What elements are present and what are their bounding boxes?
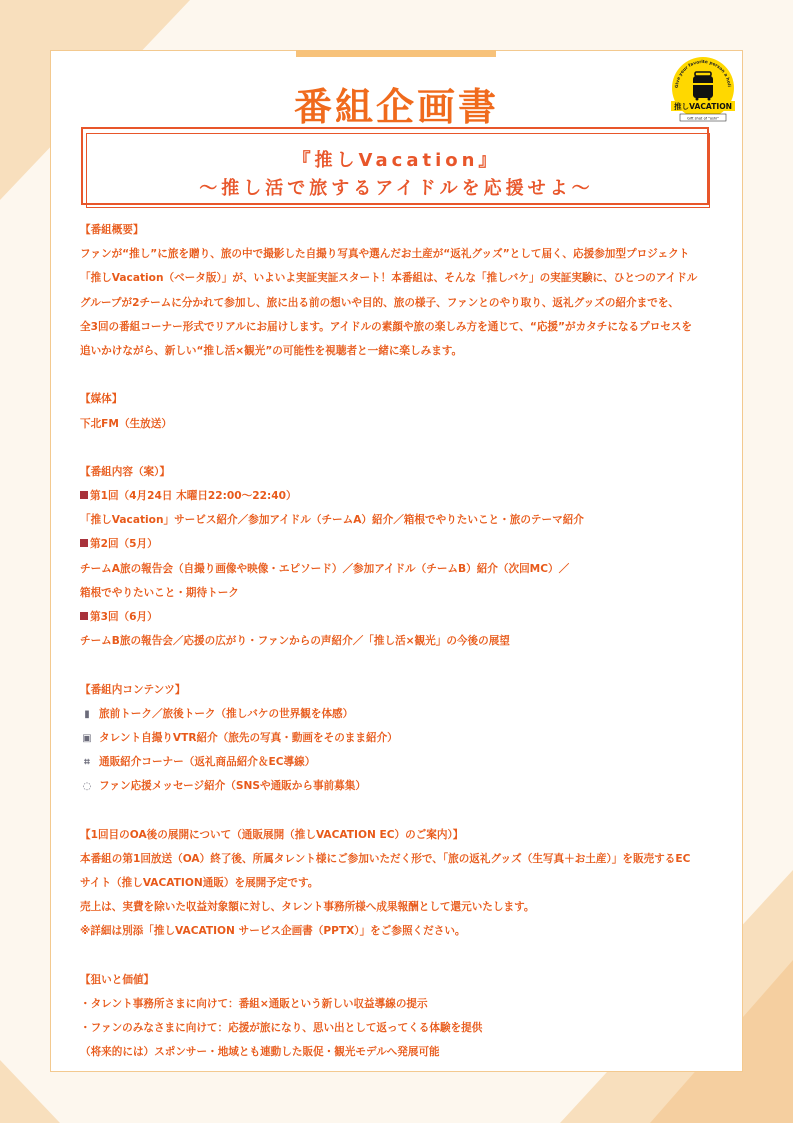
logo-tagline: Gift shot of "oshi" — [687, 116, 719, 121]
value-line: （将来的には）スポンサー・地域とも連動した販促・観光モデルへ発展可能 — [80, 1046, 440, 1059]
logo-arc-text: Give your favorite person a holi — [674, 59, 731, 89]
camera-icon: ▣ — [82, 732, 92, 744]
expansion-line: 本番組の第1回放送（OA）終了後、所属タレント様にご参加いただく形で、「旅の返礼グッズ（生写真＋お土産）」を販売するEC — [80, 852, 691, 865]
value-line: ・ファンのみなさまに向けて：応援が旅になり、思い出として返ってくる体験を提供 — [80, 1022, 483, 1035]
expansion-line: ※詳細は別添「推しVACATION サービス企画書（PPTX）」をご参照ください。 — [80, 925, 466, 938]
episode-2-description: チームA旅の報告会（自撮り画像や映像・エピソード）／参加アイドル（チームB）紹介（次回MC）／ — [80, 562, 570, 575]
logo-name: 推しVACATION — [673, 102, 733, 111]
overview-line: ファンが“推し”に旅を贈り、旅の中で撮影した自撮り写真や選んだお土産が“返礼グッズ”として届く、応援参加型プロジェクト — [80, 248, 690, 261]
brand-logo — [668, 55, 738, 125]
media-value: 下北FM（生放送） — [80, 417, 172, 430]
suitcase-icon — [693, 72, 713, 101]
overview-line: 「推しVacation（ベータ版）」が、いよいよ実証実証スタート！本番組は、そんな「推しバケ」の実証実験に、ひとつのアイドル — [80, 272, 698, 285]
subtitle-line-2: 〜推し活で旅するアイドルを応援せよ〜 — [199, 178, 594, 199]
subtitle-line-1: 『推しVacation』 — [292, 150, 501, 171]
section-heading-overview: 【番組概要】 — [80, 224, 144, 236]
episode-3-title: 第3回（6月） — [80, 605, 710, 629]
section-heading-contents: 【番組内容（案）】 — [80, 465, 171, 478]
value-line: ・タレント事務所さまに向けて：番組×通販という新しい収益導線の提示 — [80, 998, 428, 1010]
overview-line: グループが2チームに分かれて参加し、旅に出る前の想いや目的、旅の様子、ファンとのやり取り、返礼グッズの紹介までを、 — [80, 296, 680, 309]
section-heading-expansion: 【1回目のOA後の展開について（通販展開（推しVACATION EC）のご案内）】 — [80, 828, 464, 841]
overview-line: 追いかけながら、新しい“推し活×観光”の可能性を視聴者と一緒に楽しみます。 — [80, 344, 463, 357]
corner-item: ⌗ 通販紹介コーナー（返礼商品紹介＆EC導線） — [80, 750, 710, 774]
corner-item: ▮ 旅前トーク／旅後トーク（推しバケの世界観を体感） — [80, 702, 710, 726]
section-heading-value: 【狙いと価値】 — [80, 973, 155, 986]
shopping-cart-icon: ⌗ — [84, 757, 90, 769]
episode-3-description: チームB旅の報告会／応援の広がり・ファンからの声紹介／「推し活×観光」の今後の展望 — [80, 635, 510, 648]
bullet-square-icon — [80, 491, 88, 499]
corner-item: ▣ タレント自撮りVTR紹介（旅先の写真・動画をそのまま紹介） — [80, 726, 710, 750]
episode-1-title: 第1回（4月24日 木曜日22:00〜22:40） — [80, 484, 710, 508]
page-title: 番組企画書 — [293, 85, 499, 129]
bullet-square-icon — [80, 539, 88, 547]
episode-2-description-cont: 箱根でやりたいこと・期待トーク — [80, 586, 239, 599]
corner-item: ◌ ファン応援メッセージ紹介（SNSや通販から事前募集） — [80, 774, 710, 798]
episode-2-title: 第2回（5月） — [80, 532, 710, 556]
speech-bubble-icon: ◌ — [82, 781, 92, 793]
bullet-square-icon — [80, 612, 88, 620]
episode-1-description: 「推しVacation」サービス紹介／参加アイドル（チームA）紹介／箱根でやりたいこと・旅のテーマ紹介 — [80, 514, 584, 527]
top-tab-decoration — [296, 50, 496, 57]
microphone-icon: ▮ — [84, 708, 90, 720]
expansion-line: サイト（推しVACATION通販）を展開予定です。 — [80, 877, 319, 890]
expansion-line: 売上は、実費を除いた収益対象額に対し、タレント事務所様へ成果報酬として還元いたします。 — [80, 901, 535, 914]
section-heading-media: 【媒体】 — [80, 393, 123, 406]
overview-line: 全3回の番組コーナー形式でリアルにお届けします。アイドルの素顔や旅の楽しみ方を通じて、“応援”がカタチになるプロセスを — [80, 320, 693, 333]
document-body — [80, 218, 710, 1065]
section-heading-corners: 【番組内コンテンツ】 — [80, 683, 186, 696]
